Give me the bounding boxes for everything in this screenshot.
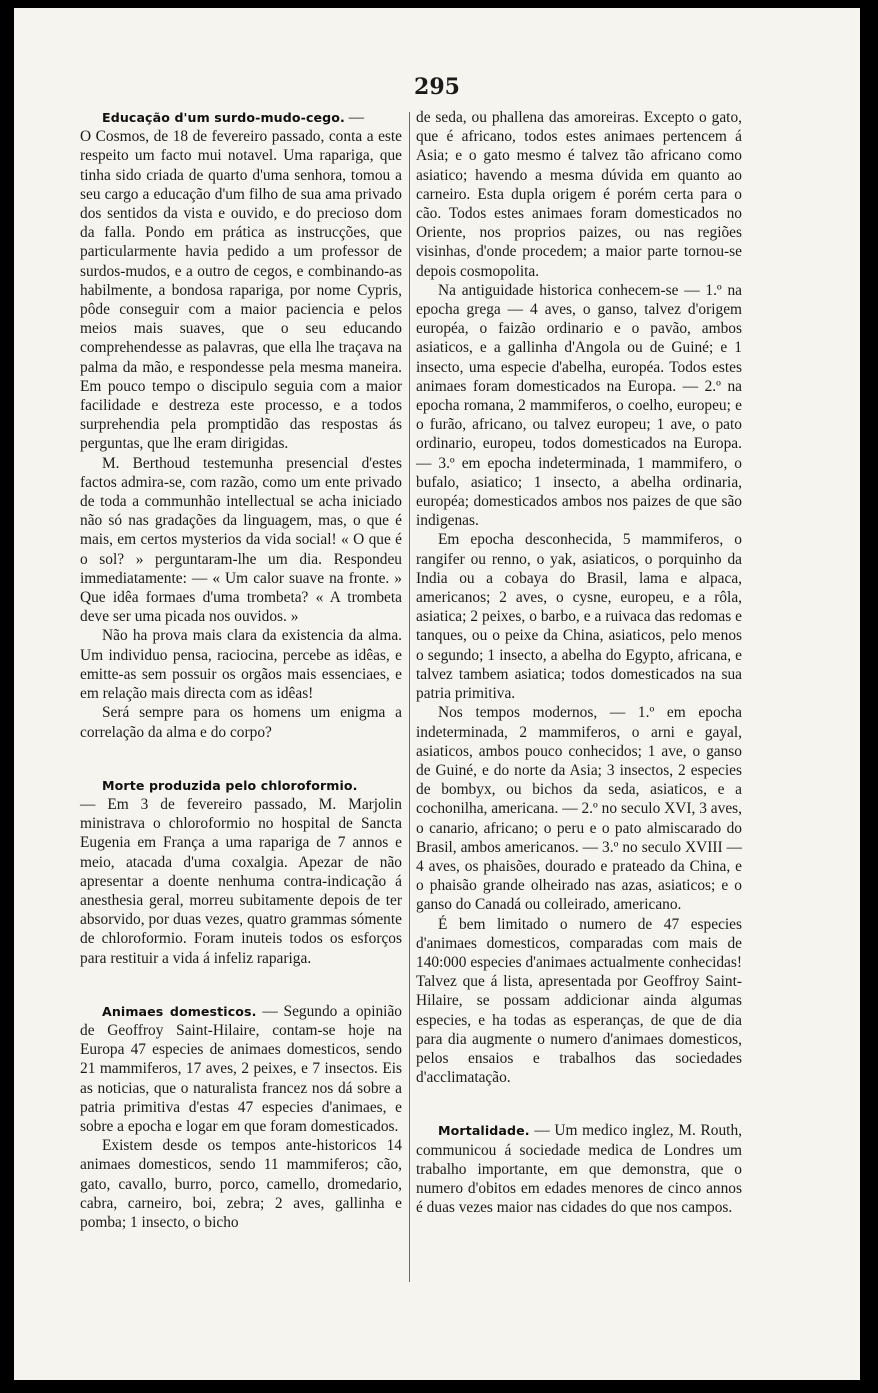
article-animaes-paragraph-6: Nos tempos modernos, — 1.º em epocha indeterminada, 2 mammiferos, o arni e gayal, asiaticos, ambos pouco conhecidos; 1 ave, o ganso de Guiné, e do norte da Asia; 3 insectos, 2 especies de bombyx, ou bichos da seda, asiaticos, e a cochonilha, americana. — 2.º no seculo XVI, 3 aves, o canario, africano; o peru e o pato almiscarado do Brasil, ambos americanos. — 3.º no seculo XVIII — 4 aves, os phaisões, dourado e prateado da China, e o phaisão grande olheirado nas azas, asiaticos; e o ganso do Canadá ou colleirado, americano.: [416, 704, 742, 914]
section-gap: [80, 982, 402, 1002]
article-animaes-title: Animaes domesticos.: [102, 1003, 257, 1019]
article-animaes-paragraph-7: É bem limitado o numero de 47 especies d'animaes domesticos, comparadas com mais de 140:000 especies d'animaes actualmente conhecidas! Talvez que á lista, apresentada por Geoffroy Saint-Hilaire, se possam addicionar ainda algumas especies, e ha todas as esperanças, de que de dia para dia augmente o numero d'animaes domesticos, pelos ensaios e trabalhos das sociedades d'acclimatação.: [416, 915, 742, 1087]
right-column: [416, 108, 742, 1231]
left-column: [80, 108, 402, 1246]
article-morte-title-line: [80, 776, 402, 795]
article-morte-title: Morte produzida pelo chloroformio.: [102, 777, 358, 793]
article-animaes-paragraph-3: de seda, ou phallena das amoreiras. Excepto o gato, que é africano, todos estes animaes pertencem á Asia; e o gato mesmo é talvez tão africano como asiatico; havendo a mesma dúvida em quanto ao carneiro. Esta dupla origem é porém certa para o cão. Todos estes animaes foram domesticados no Oriente, nos proprios paizes, ou nas regiões visinhas, d'onde procedem; a maior parte tornou-se depois cosmopolita.: [416, 109, 742, 280]
page-number: 295: [414, 74, 460, 100]
article-educacao-paragraph-2: M. Berthoud testemunha presencial d'estes factos admira-se, com razão, como um ente privado de toda a communhão intellectual se acha iniciado não só nas gradações da linguagem, mas, o que é mais, em certos mysterios da vida social! « O que é o sol? » perguntaram-lhe um dia. Respondeu immediatamente: — « Um calor suave na fronte. » Que idêa formaes d'uma trombeta? « A trombeta deve ser uma picada nos ouvidos. »: [80, 454, 402, 626]
article-educacao-paragraph-3: Não ha prova mais clara da existencia da alma. Um individuo pensa, raciocina, percebe as idêas, e emitte-as sem possuir os orgãos mais essenciaes, e em relação mais directa com as idêas!: [80, 627, 402, 703]
article-mortalidade-text: — Um medico inglez, M. Routh, communicou á sociedade medica de Londres um trabalho importante, em que demonstra, que o numero d'obitos em edades menores de cinco annos é duas vezes maior nas cidades do que nos campos.: [416, 1122, 742, 1217]
title-dash: —: [348, 109, 365, 126]
article-animaes-continued: [416, 108, 742, 1087]
column-divider: [409, 112, 410, 1282]
article-animaes: [80, 1002, 402, 1232]
article-animaes-paragraph-2: Existem desde os tempos ante-historicos 14 animaes domesticos, sendo 11 mammiferos; cão, gato, cavallo, burro, porco, camello, dromedario, cabra, carneiro, boi, zebra; 2 aves, gallinha e pomba; 1 insecto, o bicho: [80, 1137, 402, 1231]
article-educacao-title: Educação d'um surdo-mudo-cego.: [102, 110, 345, 125]
article-animaes-paragraph-1-text: — Segundo a opinião de Geoffroy Saint-Hilaire, contam-se hoje na Europa 47 especies de animaes domesticos, sendo 21 mammiferos, 17 aves, 2 peixes, e 7 insectos. Eis as noticias, que o naturalista francez nos dá sobre a patria primitiva d'estas 47 especies d'animaes, e sobre a epocha e logar em que foram domesticados.: [80, 1002, 402, 1135]
article-educacao-paragraph-1: O Cosmos, de 18 de fevereiro passado, conta a este respeito um facto mui notavel. Uma rapariga, que tinha sido criada de quarto d'uma senhora, tomou a seu cargo a educação d'um filho de sua ama privado dos sentidos da vista e ouvido, e do precioso dom da falla. Pondo em prática as instrucções, que particularmente havia pedido a um professor de surdos-mudos, e a outro de cegos, e combinando-as habilmente, a bondosa rapariga, por nome Cypris, pôde conseguir com a maior paciencia e pelos meios mais suaves, que o seu educando comprehendesse as palavras, que ella lhe traçava na palma da mão, e respondesse pela mesma maneira. Em pouco tempo o discipulo seguia com a maior facilidade e destreza este processo, e a todos surprehendia pela promptidão das respostas ás perguntas, que lhe eram dirigidas.: [80, 128, 402, 453]
article-morte: [80, 776, 402, 968]
article-mortalidade: [416, 1121, 742, 1217]
article-animaes-paragraph-1: [80, 1002, 402, 1136]
article-educacao: [80, 108, 402, 742]
article-mortalidade-title: Mortalidade.: [438, 1123, 530, 1139]
article-animaes-paragraph-5: Em epocha desconhecida, 5 mammiferos, o rangifer ou renno, o yak, asiaticos, o porquinho da India ou a cobaya do Brasil, lama e alpaca, americanos; 2 aves, o cysne, europeu, e a rôla, asiatica; 2 peixes, o barbo, e a ruivaca das redomas e tanques, ou o peixe da China, asiaticos, pelo menos o segundo; 1 insecto, a abelha do Egypto, africana, e talvez tambem asiatica; todos domesticados na sua patria primitiva.: [416, 531, 742, 703]
article-mortalidade-paragraph-1: [416, 1121, 742, 1217]
article-morte-paragraph-1: — Em 3 de fevereiro passado, M. Marjolin ministrava o chloroformio no hospital de Sancta Eugenia em França a uma rapariga de 7 annos e meio, atacada d'uma coxalgia. Apezar de não apresentar a doente nenhuma contra-indicação á anesthesia geral, morreu subitamente depois de ter absorvido, por duas vezes, quatro grammas sómente de chloroformio. Foram inuteis todos os esforços para restituir a vida á infeliz rapariga.: [80, 795, 402, 967]
article-educacao-paragraph-4: Será sempre para os homens um enigma a correlação da alma e do corpo?: [80, 704, 402, 741]
article-educacao-title-line: [80, 108, 402, 127]
section-gap: [416, 1101, 742, 1121]
section-gap: [80, 756, 402, 776]
article-animaes-paragraph-4: Na antiguidade historica conhecem-se — 1.º na epocha grega — 4 aves, o ganso, talvez d'origem européa, o faizão ordinario e o pavão, ambos asiaticos, e a gallinha d'Angola ou de Guiné; e 1 insecto, uma especie d'abelha, européa. Todos estes animaes foram domesticados na Europa. — 2.º na epocha romana, 2 mammiferos, o coelho, europeu; e o furão, africano, ou talvez europeu; 1 ave, o pato ordinario, europeu, todos domesticados na Europa. — 3.º em epocha indeterminada, 1 mammifero, o bufalo, asiatico; 1 insecto, a abelha ordinaria, européa; domesticados ambos nos paizes de que são indigenas.: [416, 281, 742, 530]
newspaper-page: [14, 8, 860, 1380]
